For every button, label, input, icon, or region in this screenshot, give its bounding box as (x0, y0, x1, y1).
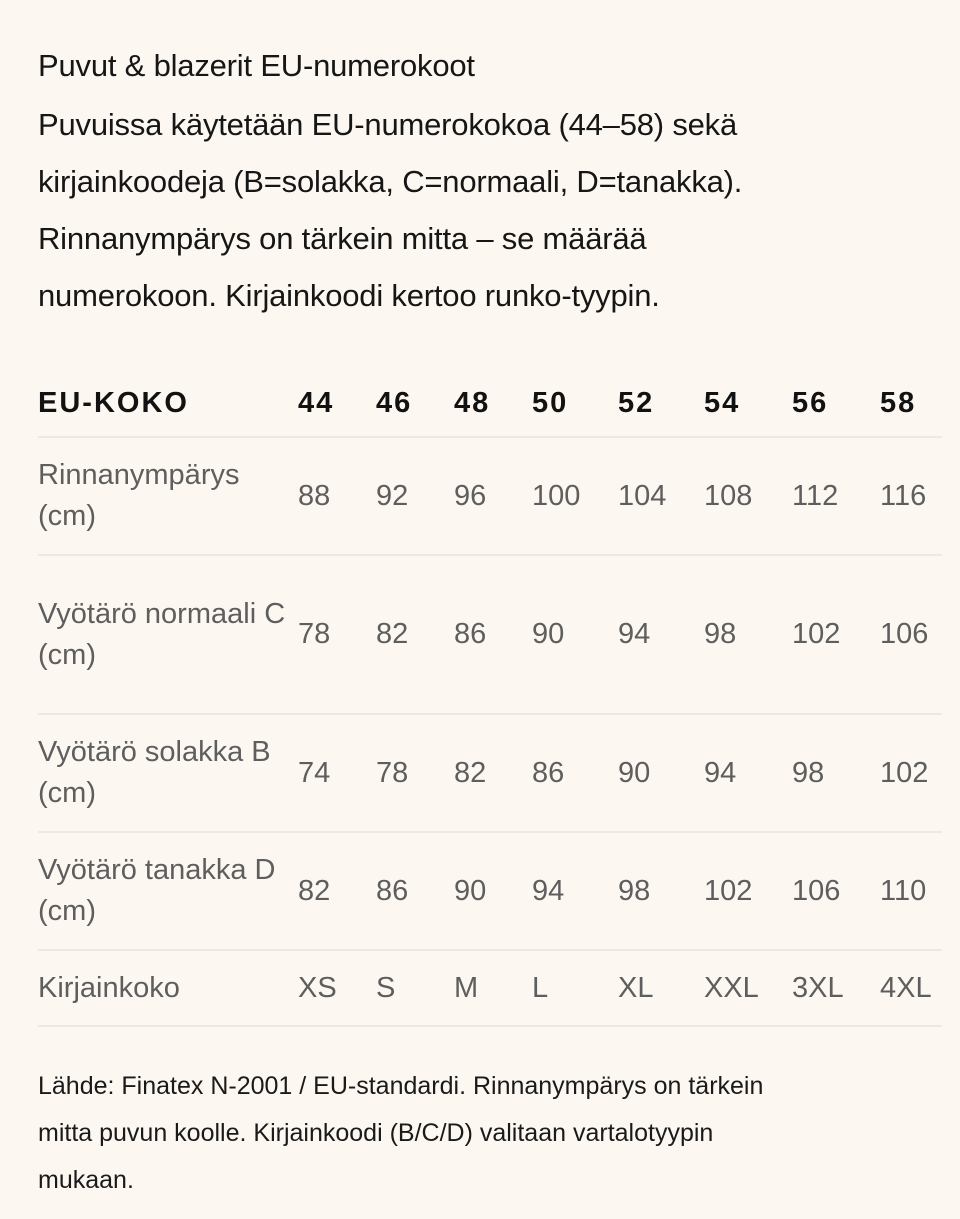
cell: 98 (704, 555, 792, 714)
cell: 102 (792, 555, 880, 714)
cell: 90 (532, 555, 618, 714)
table-header-row (38, 370, 942, 437)
header-cell: 50 (532, 370, 618, 437)
table-row (38, 555, 942, 714)
row-label: Vyötärö normaali C (cm) (38, 555, 298, 714)
cell: M (454, 950, 532, 1026)
intro-line: Puvuissa käytetään EU-numerokokoa (44–58) sekä (38, 107, 738, 142)
cell: 104 (618, 437, 704, 555)
cell: 108 (704, 437, 792, 555)
header-cell: 52 (618, 370, 704, 437)
intro-line: Rinnanympärys on tärkein mitta – se määrää (38, 221, 647, 256)
cell: XL (618, 950, 704, 1026)
cell: 74 (298, 714, 376, 832)
cell: 106 (792, 832, 880, 950)
header-cell: 46 (376, 370, 454, 437)
cell: 96 (454, 437, 532, 555)
cell: 102 (880, 714, 942, 832)
cell: 86 (532, 714, 618, 832)
note-line: mukaan. (38, 1166, 134, 1194)
cell: 94 (618, 555, 704, 714)
cell: 94 (532, 832, 618, 950)
header-cell: 48 (454, 370, 532, 437)
cell: 100 (532, 437, 618, 555)
cell: XXL (704, 950, 792, 1026)
cell: 90 (618, 714, 704, 832)
cell: S (376, 950, 454, 1026)
cell: 86 (376, 832, 454, 950)
table-row (38, 437, 942, 555)
cell: 78 (298, 555, 376, 714)
table-row (38, 832, 942, 950)
cell: 106 (880, 555, 942, 714)
row-label: Kirjainkoko (38, 950, 298, 1026)
header-cell: 54 (704, 370, 792, 437)
cell: 4XL (880, 950, 942, 1026)
cell: 3XL (792, 950, 880, 1026)
page-title: Puvut & blazerit EU-numerokoot (38, 48, 475, 83)
intro-line: numerokoon. Kirjainkoodi kertoo runko-tyypin. (38, 278, 660, 313)
row-label: Vyötärö solakka B (cm) (38, 714, 298, 832)
cell: 94 (704, 714, 792, 832)
table-row (38, 714, 942, 832)
cell: L (532, 950, 618, 1026)
header-cell: 56 (792, 370, 880, 437)
intro-line: kirjainkoodeja (B=solakka, C=normaali, D=tanakka). (38, 164, 743, 199)
size-table (38, 370, 942, 1027)
cell: 82 (298, 832, 376, 950)
note-line: mitta puvun koolle. Kirjainkoodi (B/C/D) valitaan vartalotyypin (38, 1119, 714, 1147)
cell: 82 (454, 714, 532, 832)
cell: 88 (298, 437, 376, 555)
cell: 112 (792, 437, 880, 555)
cell: 98 (618, 832, 704, 950)
cell: 116 (880, 437, 942, 555)
cell: XS (298, 950, 376, 1026)
cell: 82 (376, 555, 454, 714)
source-note (38, 1063, 938, 1204)
cell: 110 (880, 832, 942, 950)
header-cell: 44 (298, 370, 376, 437)
header-cell: 58 (880, 370, 942, 437)
header-cell: EU-KOKO (38, 370, 298, 437)
cell: 102 (704, 832, 792, 950)
cell: 98 (792, 714, 880, 832)
note-line: Lähde: Finatex N-2001 / EU-standardi. Rinnanympärys on tärkein (38, 1072, 764, 1100)
cell: 90 (454, 832, 532, 950)
cell: 78 (376, 714, 454, 832)
row-label: Rinnanympärys (cm) (38, 437, 298, 555)
cell: 86 (454, 555, 532, 714)
row-label: Vyötärö tanakka D (cm) (38, 832, 298, 950)
intro-text (38, 96, 938, 324)
table-row (38, 950, 942, 1026)
cell: 92 (376, 437, 454, 555)
